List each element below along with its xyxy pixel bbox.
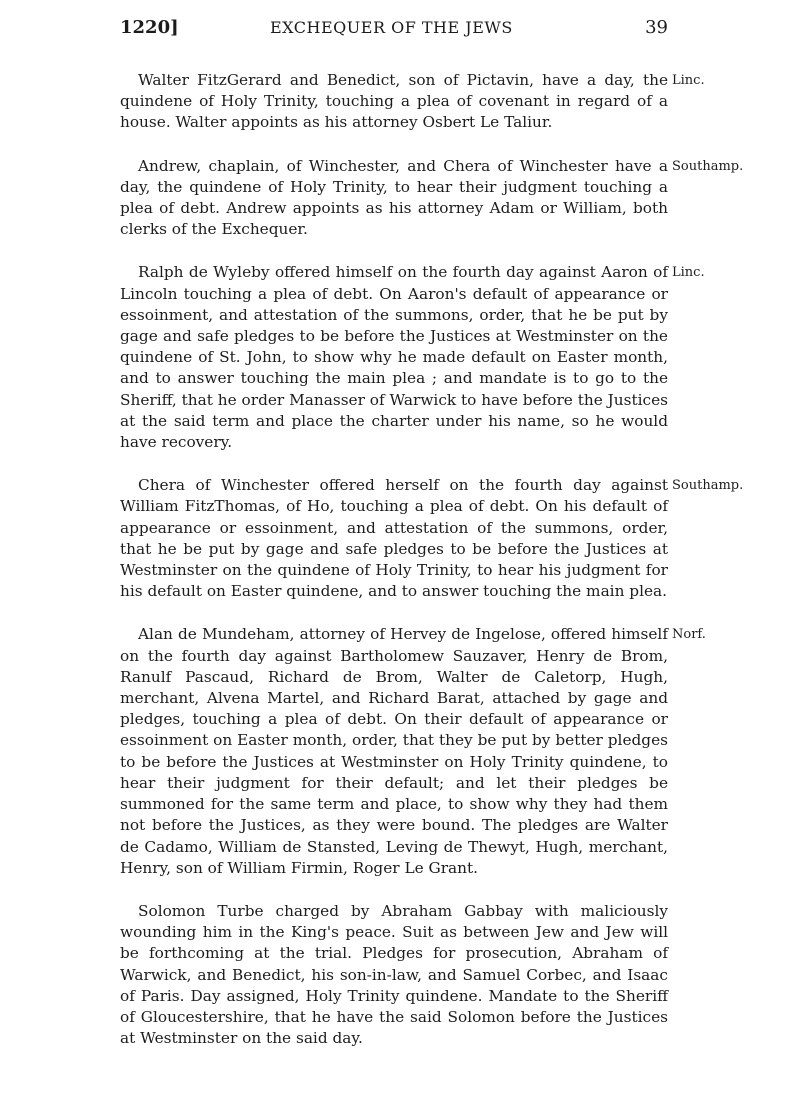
entry-text: Walter FitzGerard and Benedict, son of Pictavin, have a day, the quindene of Holy Trinity, touching a plea of covenant in regard of a house. Walter appoints as his attorney Osbert Le Taliur. xyxy=(120,71,668,132)
entry-3 xyxy=(120,262,705,453)
body-text xyxy=(120,70,744,1071)
margin-county-note: Linc. xyxy=(672,265,705,281)
margin-county-note: Linc. xyxy=(672,73,705,88)
margin-county-note: Southamp. xyxy=(672,158,744,174)
running-title: EXCHEQUER OF THE JEWS xyxy=(270,18,513,37)
page-year: 1220] xyxy=(120,17,179,38)
margin-county-note: Norf. xyxy=(672,627,706,643)
entry-text: Chera of Winchester offered herself on the fourth day against William FitzThomas, of Ho, touching a plea of debt. On his default of appearance or essoinment, and attestation of the summons, order, that he be put by gage and safe pledges to be before the Justices at Westminster on the quindene of Holy Trinity, to hear his judgment for his default on Easter quindene, and to answer touching the main plea. xyxy=(120,476,668,601)
entry-text: Alan de Mundeham, attorney of Hervey de Ingelose, offered himself on the fourth day against Bartholomew Sauzaver, Henry de Brom, Ranulf Pascaud, Richard de Brom, Walter de Caletorp, Hugh, merchant, Alvena Martel, and Richard Barat, attached by gage and pledges, touching a plea of debt. On their default of appearance or essoinment on Easter month, order, that they be put by better pledges to be before the Justices at Westminster on Holy Trinity quindene, to hear their judgment for their default; and let their pledges be summoned for the same term and place, to show why they had them not before the Justices, as they were bound. The pledges are Walter de Cadamo, William de Stansted, Leving de Thewyt, Hugh, merchant, Henry, son of William Firmin, Roger Le Grant. xyxy=(120,625,668,877)
entry-4 xyxy=(120,475,744,602)
entry-text: Andrew, chaplain, of Winchester, and Chera of Winchester have a day, the quindene of Holy Trinity, to hear their judgment touching a plea of debt. Andrew appoints as his attorney Adam or William, both clerks of the Exchequer. xyxy=(120,156,668,239)
entry-5 xyxy=(120,624,706,878)
entry-text: Solomon Turbe charged by Abraham Gabbay with maliciously wounding him in the King's peace. Suit as between Jew and Jew will be forthcoming at the trial. Pledges for prosecution, Abraham of Warwick, and Benedict, his son-in-law, and Samuel Corbec, and Isaac of Paris. Day assigned, Holy Trinity quindene. Mandate to the Sheriff of Gloucestershire, that he have the said Solomon before the Justices at Westminster on the said day. xyxy=(120,901,668,1048)
page-number: 39 xyxy=(645,17,668,38)
entry-2 xyxy=(120,156,744,241)
entry-text: Ralph de Wyleby offered himself on the fourth day against Aaron of Lincoln touching a plea of debt. On Aaron's default of appearance or essoinment, and attestation of the summons, order, that he be put by gage and safe pledges to be before the Justices at Westminster on the quindene of St. John, to show why he made default on Easter month, and to answer touching the main plea ; and mandate is to go to the Sheriff, that he order Manasser of Warwick to have before the Justices at the said term and place the charter under his name, so he would have recovery. xyxy=(120,263,668,452)
page-header xyxy=(120,17,668,45)
margin-county-note: Southamp. xyxy=(672,478,744,494)
entry-1 xyxy=(120,70,705,134)
entry-6 xyxy=(120,901,668,1049)
